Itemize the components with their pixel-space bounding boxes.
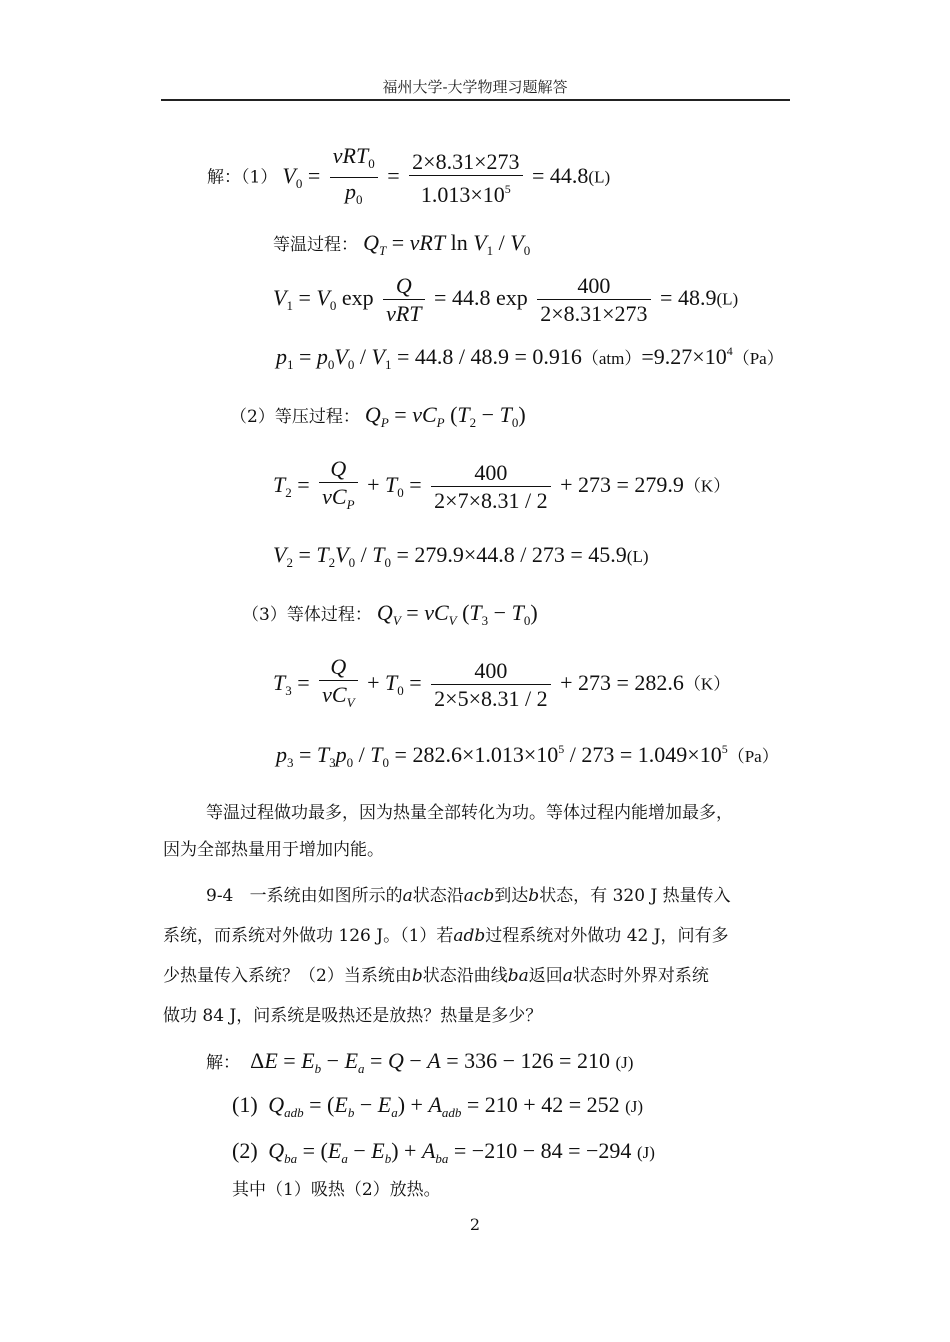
isochoric-label: （3）等体过程：	[242, 605, 372, 625]
problem-text: 状态沿曲线	[422, 966, 508, 986]
problem-text: 一系统由如图所示的	[249, 886, 403, 906]
page-number: 2	[469, 1215, 481, 1234]
var-acb: acb	[463, 886, 495, 906]
conclusion-line-1: 等温过程做功最多，因为热量全部转化为功。等体过程内能增加最多，	[206, 803, 733, 823]
p3-unit: （Pa）	[727, 747, 779, 766]
eq-v2: $V_2 = T_2V_0 / T_0 = 279.9\times 44.8 / 273 = 45.9(L)$	[273, 542, 649, 570]
problem-text: 到达	[494, 886, 529, 906]
qba-unit: (J)	[636, 1143, 655, 1162]
p1-pa-unit: （Pa）	[732, 349, 784, 368]
t3-unit: （K）	[683, 674, 731, 694]
isobaric-label: （2）等压过程：	[230, 407, 360, 427]
var-b: b	[528, 886, 540, 906]
isothermal-label: 等温过程：	[273, 235, 358, 255]
var-a: a	[402, 886, 413, 906]
problem-line-1	[206, 880, 731, 913]
part1-label: (1)	[232, 1092, 258, 1117]
eq-qp: （2）等压过程： $Q_P = vC_P$ $(T_2 - T_0)$	[230, 402, 526, 430]
v2-unit: (L)	[626, 547, 649, 566]
problem-text: 返回	[528, 966, 563, 986]
p1-atm-unit: （atm）	[581, 349, 642, 368]
eq-delta-e: 解： $\Delta E = E_b - E_a = Q - A = 336 - 126 = 210$ (J)	[206, 1048, 634, 1076]
eq-t3: $T_3$ = $\frac{Q}{vC_V}$ + $T_0$ = $\frac{400}{2\times 5\times 8.31 / 2}$ + 273 = 282.6（K）	[273, 654, 731, 711]
problem-line-3	[163, 960, 709, 993]
problem-line-4: 做功 84 J，问系统是吸热还是放热？热量是多少？	[163, 1006, 543, 1026]
eq-qba: (2) $Q_{ba} = (E_a - E_b) + A_{ba} = -210 - 84 = -294$ (J)	[232, 1138, 655, 1166]
problem-text: 系统，而系统对外做功 126 J。（1）若	[163, 926, 454, 946]
problem-line-2	[163, 920, 729, 953]
eq-t2: $T_2$ = $\frac{Q}{vC_P}$ + $T_0$ = $\frac{400}{2\times 7\times 8.31 / 2}$ + 273 = 279.9（K）	[273, 456, 731, 513]
problem-text: 状态沿	[412, 886, 464, 906]
eq-p1: $p_1 = p_0V_0 / V_1 = 44.8 / 48.9 = 0.916(atm)=9.27\times 10^4(Pa)$	[276, 344, 784, 372]
eq-qadb: (1) $Q_{adb} = (E_b - E_a) + A_{adb} = 210 + 42 = 252$ (J)	[232, 1092, 644, 1120]
problem-text: 状态时外界对系统	[572, 966, 709, 986]
page-header: 福州大学-大学物理习题解答	[382, 78, 568, 96]
v0-unit: (L)	[588, 167, 611, 187]
var-b: b	[411, 966, 423, 986]
part2-label: (2)	[232, 1138, 258, 1163]
solution2-label: 解：	[206, 1053, 240, 1073]
de-unit: (J)	[615, 1053, 634, 1072]
t2-unit: （K）	[683, 476, 731, 496]
problem-text: 过程系统对外做功 42 J，问有多	[485, 926, 729, 946]
eq-qv: （3）等体过程： $Q_V = vC_V$ $(T_3 - T_0)$	[242, 600, 538, 628]
eq-v1: $V_1 = V_0$ exp $\frac{Q}{\text{vRT}}$ = 44.8 exp $\frac{400}{2\times 8.31\times 273}$ = 48.9(L)	[273, 273, 739, 326]
var-a: a	[562, 966, 573, 986]
solution-label: 解：（1）	[207, 167, 278, 188]
solution2-footer: 其中（1）吸热（2）放热。	[232, 1180, 441, 1200]
eq-v0: 解：（1） $V_0$ = $\frac{vRT_0}{p_0}$ = $\frac{2\times 8.31\times 273}{1.013\times 10^5}$ = 44.8(L)	[207, 143, 611, 207]
problem-number: 9-4	[206, 886, 234, 906]
conclusion-line-2: 因为全部热量用于增加内能。	[163, 840, 384, 860]
var-adb: adb	[453, 926, 486, 946]
eq-p3: $p_3 = T_3p_0 / T_0 = 282.6\times 1.013\times 10^5 / 273 = 1.049\times 10^5(Pa)$	[276, 742, 779, 770]
problem-text: 状态，有 320 J 热量传入	[539, 886, 731, 906]
header-rule	[161, 99, 790, 101]
problem-text: 少热量传入系统？（2）当系统由	[163, 966, 412, 986]
var-ba: ba	[507, 966, 529, 986]
qadb-unit: (J)	[625, 1097, 644, 1116]
v1-unit: (L)	[716, 289, 739, 309]
eq-qt: 等温过程： $Q_T$ = vRT $\ln V_1 / V_0$	[273, 230, 531, 258]
